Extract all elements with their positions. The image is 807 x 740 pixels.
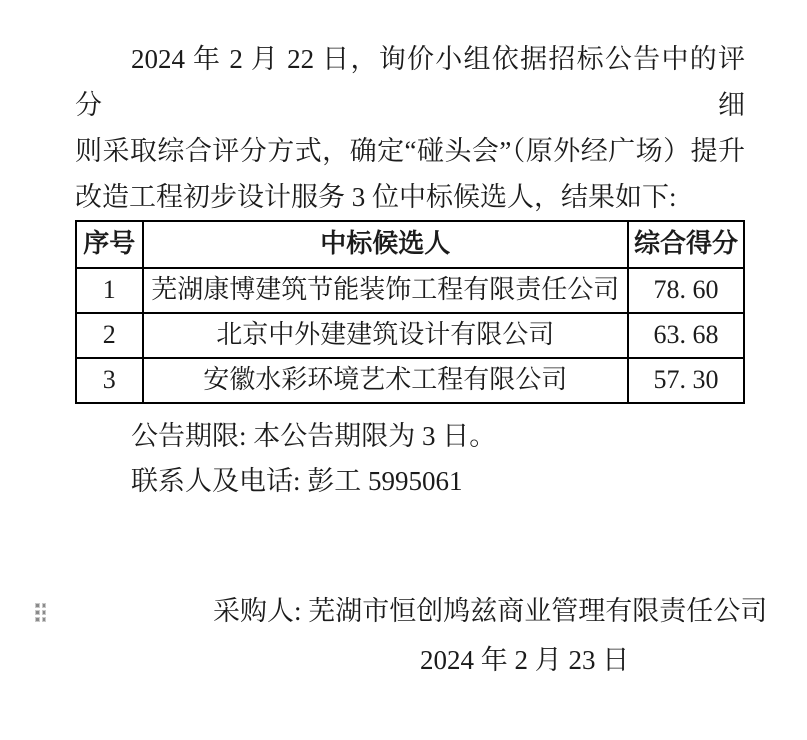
header-candidate: 中标候选人 <box>143 221 628 268</box>
dot <box>43 611 46 614</box>
signature-date-line: 2024 年 2 月 23 日 <box>420 645 630 675</box>
row-serial-number: 3 <box>76 358 143 403</box>
notice-period-line: 公告期限: 本公告期限为 3 日。 <box>131 421 497 451</box>
notice-block <box>75 414 745 504</box>
table-row <box>76 313 744 358</box>
dot <box>36 618 39 621</box>
row-candidate-name: 芜湖康博建筑节能装饰工程有限责任公司 <box>143 268 628 313</box>
intro-line-2: 则采取综合评分方式，确定“碰头会”（原外经广场）提升 <box>75 136 745 166</box>
table-row <box>76 358 744 403</box>
announcement-content <box>75 36 768 683</box>
row-score: 57. 30 <box>628 358 744 403</box>
row-serial-number: 1 <box>76 268 143 313</box>
bid-results-table <box>75 220 745 404</box>
intro-line-1: 2024 年 2 月 22 日，询价小组依据招标公告中的评分细 <box>75 44 745 120</box>
table-header-row <box>76 221 744 268</box>
intro-line-3: 改造工程初步设计服务 3 位中标候选人，结果如下: <box>75 182 677 212</box>
dot <box>36 604 39 607</box>
row-score: 78. 60 <box>628 268 744 313</box>
header-score: 综合得分 <box>628 221 744 268</box>
row-score: 63. 68 <box>628 313 744 358</box>
contact-line: 联系人及电话: 彭工 5995061 <box>131 466 463 496</box>
header-serial-number: 序号 <box>76 221 143 268</box>
row-candidate-name: 安徽水彩环境艺术工程有限公司 <box>143 358 628 403</box>
table-row <box>76 268 744 313</box>
row-candidate-name: 北京中外建建筑设计有限公司 <box>143 313 628 358</box>
row-serial-number: 2 <box>76 313 143 358</box>
purchaser-line: 采购人: 芜湖市恒创鸠兹商业管理有限责任公司 <box>213 596 768 626</box>
dot <box>43 604 46 607</box>
revision-mark-dots-icon <box>36 604 45 621</box>
dot <box>36 611 39 614</box>
dot <box>43 618 46 621</box>
